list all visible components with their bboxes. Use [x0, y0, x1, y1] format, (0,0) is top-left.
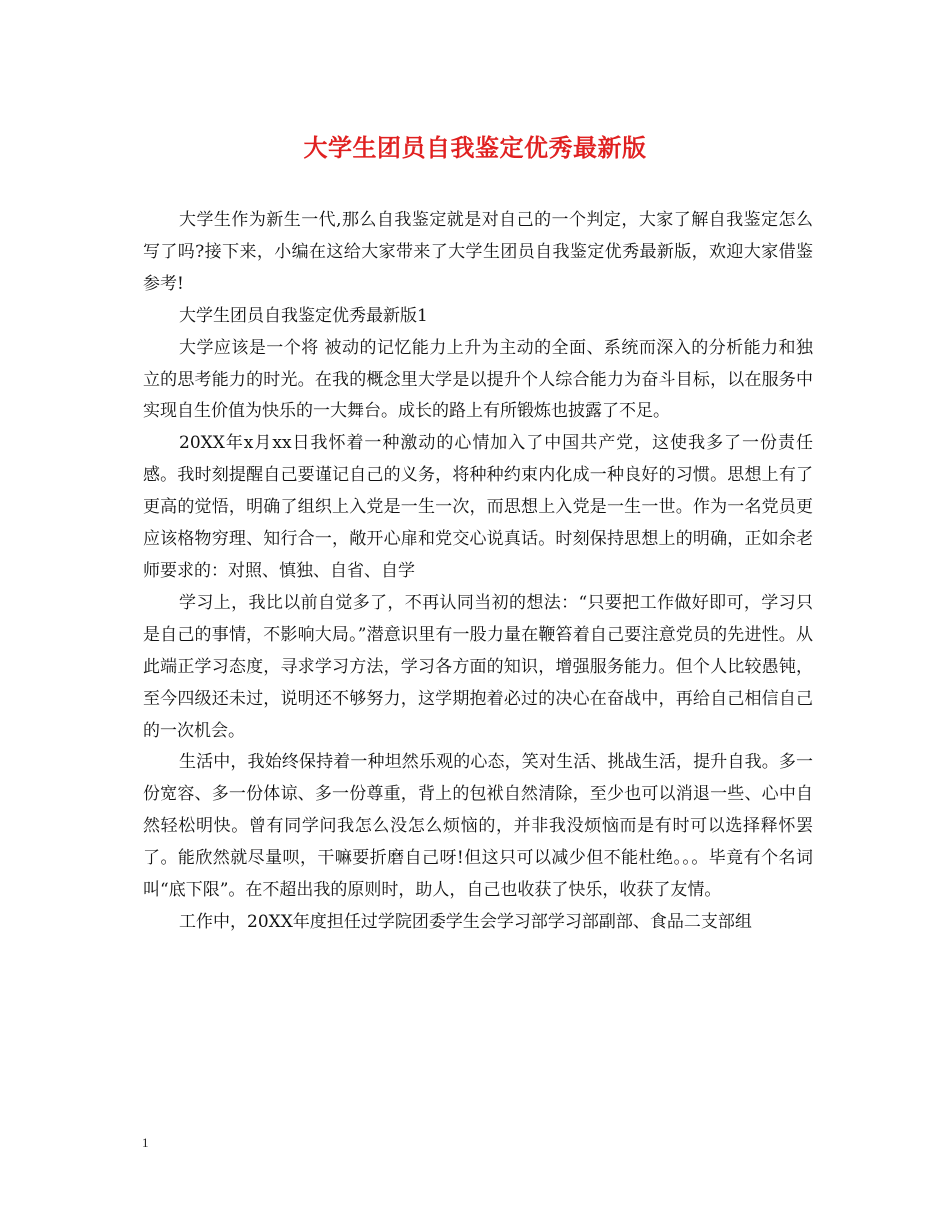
document-title: 大学生团员自我鉴定优秀最新版 — [303, 134, 647, 162]
intro-paragraph: 大学生作为新生一代,那么自我鉴定就是对自己的一个判定，大家了解自我鉴定怎么写了吗?接下来，小编在这给大家带来了大学生团员自我鉴定优秀最新版，欢迎大家借鉴参考! — [143, 210, 813, 294]
section-heading: 大学生团员自我鉴定优秀最新版1 — [179, 305, 428, 326]
body-paragraph: 学习上，我比以前自觉多了，不再认同当初的想法：“只要把工作做好即可，学习只是自己的事情，不影响大局。”潜意识里有一股力量在鞭笞着自己要注意党员的先进性。从此端正学习态度，寻求学习方法，学习各方面的知识，增强服务能力。但个人比较愚钝，至今四级还未过，说明还不够努力，这学期抱着必过的决心在奋战中，再给自己相信自己的一次机会。 — [143, 592, 813, 741]
document-body — [143, 205, 813, 939]
body-paragraph: 生活中，我始终保持着一种坦然乐观的心态，笑对生活、挑战生活，提升自我。多一份宽容、多一份体谅、多一份尊重，背上的包袱自然清除，至少也可以消退一些、心中自然轻松明快。曾有同学问我怎么没怎么烦恼的，并非我没烦恼而是有时可以选择释怀罢了。能欣然就尽量呗，干嘛要折磨自己呀!但这只可以减少但不能杜绝。。。毕竟有个名词叫“底下限”。在不超出我的原则时，助人，自己也收获了快乐，收获了友情。 — [143, 752, 813, 901]
body-paragraph: 工作中，20XX年度担任过学院团委学生会学习部学习部副部、食品二支部组 — [179, 911, 752, 932]
body-paragraph: 20XX年x月xx日我怀着一种激动的心情加入了中国共产党，这使我多了一份责任感。我时刻提醒自己要谨记自己的义务，将种种约束内化成一种良好的习惯。思想上有了更高的觉悟，明确了组织上入党是一生一次，而思想上入党是一生一世。作为一名党员更应该格物穷理、知行合一，敞开心扉和党交心说真话。时刻保持思想上的明确，正如余老师要求的：对照、慎独、自省、自学 — [143, 433, 813, 581]
page-number: 1 — [142, 1135, 149, 1150]
body-paragraph: 大学应该是一个将 被动的记忆能力上升为主动的全面、系统而深入的分析能力和独立的思考能力的时光。在我的概念里大学是以提升个人综合能力为奋斗目标，以在服务中实现自生价值为快乐的一大舞台。成长的路上有所锻炼也披露了不足。 — [143, 337, 813, 422]
